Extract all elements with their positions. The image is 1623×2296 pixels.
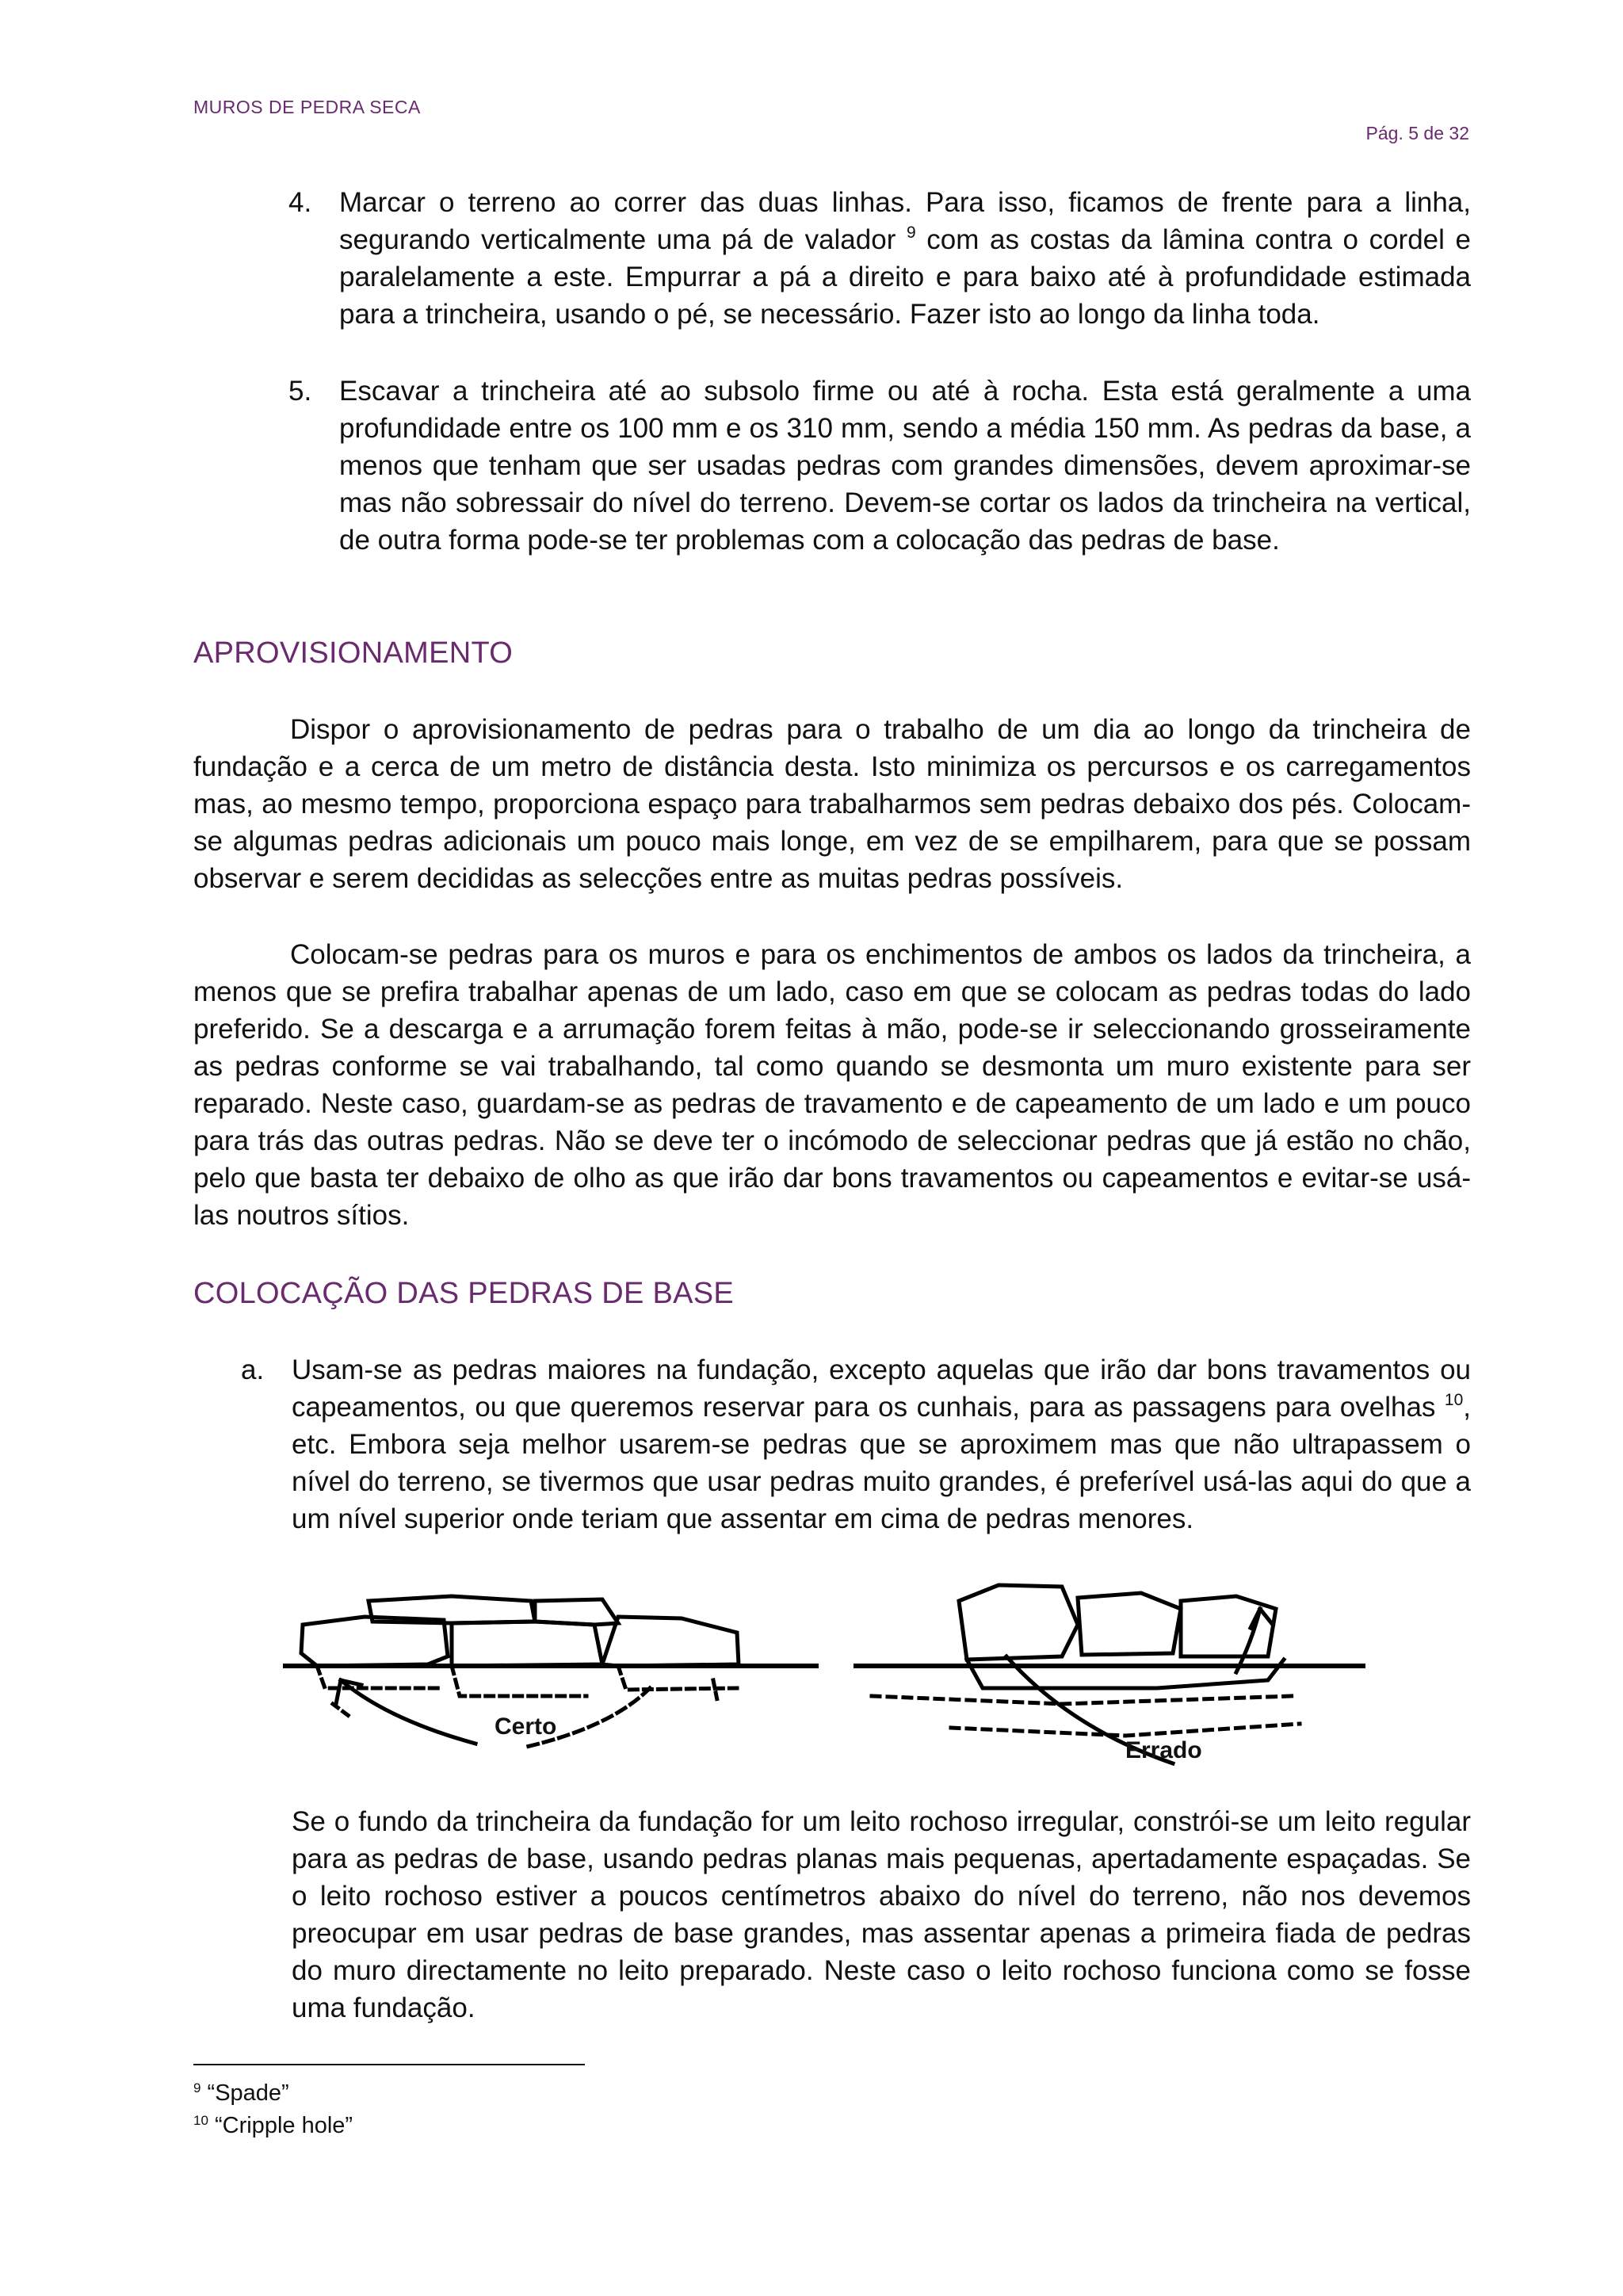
diagram-drawing <box>269 1577 1379 1791</box>
footnote-number: 10 <box>193 2113 208 2128</box>
stone-right-3 <box>1181 1596 1276 1656</box>
footnote-10 <box>193 2111 353 2141</box>
stone-left-4 <box>535 1599 618 1625</box>
footnote-ref: 10 <box>1444 1391 1464 1409</box>
list-marker: a. <box>241 1354 265 1385</box>
footnote-ref: 9 <box>906 223 916 242</box>
list-text-part: Usam-se as pedras maiores na fundação, excepto aquelas que irão dar bons travamentos ou capeamentos, ou que queremos reservar para os cunhais, para as passagens para ovelhas <box>292 1354 1471 1423</box>
footnote-9 <box>193 2078 289 2108</box>
footnote-text: “Cripple hole” <box>214 2113 353 2138</box>
step-text <box>339 184 1471 333</box>
step-marker: 4. <box>288 187 312 218</box>
section-heading-colocacao: COLOCAÇÃO DAS PEDRAS DE BASE <box>193 1277 735 1310</box>
step-marker: 5. <box>288 376 312 407</box>
footnote-text: “Spade” <box>207 2080 289 2106</box>
label-errado: Errado <box>1125 1737 1202 1763</box>
step-text: Escavar a trincheira até ao subsolo firme ou até à rocha. Esta está geralmente a uma profundidade entre os 100 mm e os 310 mm, sendo a média 150 mm. As pedras da base, a menos que tenham que ser usadas pedras com grandes dimensões, devem aproximar-se mas não sobressair do nível do terreno. Devem-se cortar os lados da trincheira na vertical, de outra forma pode-se ter problemas com a colocação das pedras de base. <box>339 376 1471 556</box>
list-text-part: , etc. Embora seja melhor usarem-se pedras que se aproximem mas que não ultrapassem o nível do terreno, se tivermos que usar pedras muito grandes, é preferível usá-las aqui do que a um nível superior onde teriam que assentar em cima de pedras menores. <box>292 1392 1471 1534</box>
step-5 <box>288 372 1471 559</box>
footnote-number: 9 <box>193 2080 201 2095</box>
paragraph: Colocam-se pedras para os muros e para os enchimentos de ambos os lados da trincheira, a menos que se prefira trabalhar apenas de um lado, caso em que se colocam as pedras todas do lado preferido. Se a descarga e a arrumação forem feitas à mão, pode-se ir seleccionando grosseiramente as pedras conforme se vai trabalhando, tal como quando se desmonta um muro existente para ser reparado. Neste caso, guardam-se as pedras de travamento e de capeamento de um lado e um pouco para trás das outras pedras. Não se deve ter o incómodo de seleccionar pedras que já estão no chão, pelo que basta ter debaixo de olho as que irão dar bons travamentos ou capeamentos e evitar-se usá-las noutros sítios. <box>193 939 1471 1231</box>
label-certo: Certo <box>495 1713 557 1740</box>
paragraph: Se o fundo da trincheira da fundação for um leito rochoso irregular, constrói-se um leito regular para as pedras de base, usando pedras planas mais pequenas, apertadamente espaçadas. Se o leito rochoso estiver a poucos centímetros abaixo do nível do terreno, não nos devemos preocupar em usar pedras de base grandes, mas assentar apenas a primeira fiada de pedras do muro directamente no leito preparado. Neste caso o leito rochoso funciona como se fosse uma fundação. <box>292 1806 1471 2023</box>
footnote-divider <box>193 2064 585 2065</box>
running-title: MUROS DE PEDRA SECA <box>193 97 421 117</box>
stone-right-1 <box>959 1585 1078 1660</box>
step-text-part: com as costas da lâmina contra o cordel e paralelamente a este. Empurrar a pá a direito e para baixo até à profundidade estimada para a trincheira, usando o pé, se necessário. Fazer isto ao longo da linha toda. <box>339 224 1472 330</box>
stone-left-5 <box>602 1617 739 1666</box>
stone-right-2 <box>1078 1593 1181 1655</box>
list-item-a <box>241 1351 1471 1538</box>
step-4 <box>288 184 1471 333</box>
step-text-part: Marcar o terreno ao correr das duas linhas. Para isso, ficamos de frente para a linha, segurando verticalmente uma pá de valador <box>339 187 1471 255</box>
page-number: Pág. 5 de 32 <box>1365 123 1469 143</box>
stone-left-3 <box>452 1622 602 1666</box>
paragraph: Dispor o aprovisionamento de pedras para o trabalho de um dia ao longo da trincheira de fundação e a cerca de um metro de distância desta. Isto minimiza os percursos e os carregamentos mas, ao mesmo tempo, proporciona espaço para trabalharmos sem pedras debaixo dos pés. Colocam-se algumas pedras adicionais um pouco mais longe, em vez de se empilharem, para que se possam observar e serem decididas as selecções entre as muitas pedras possíveis. <box>193 714 1471 894</box>
section-heading-aprovisionamento: APROVISIONAMENTO <box>193 636 514 670</box>
foundation-stones-diagram <box>269 1577 1379 1791</box>
list-item-text <box>292 1351 1471 1538</box>
